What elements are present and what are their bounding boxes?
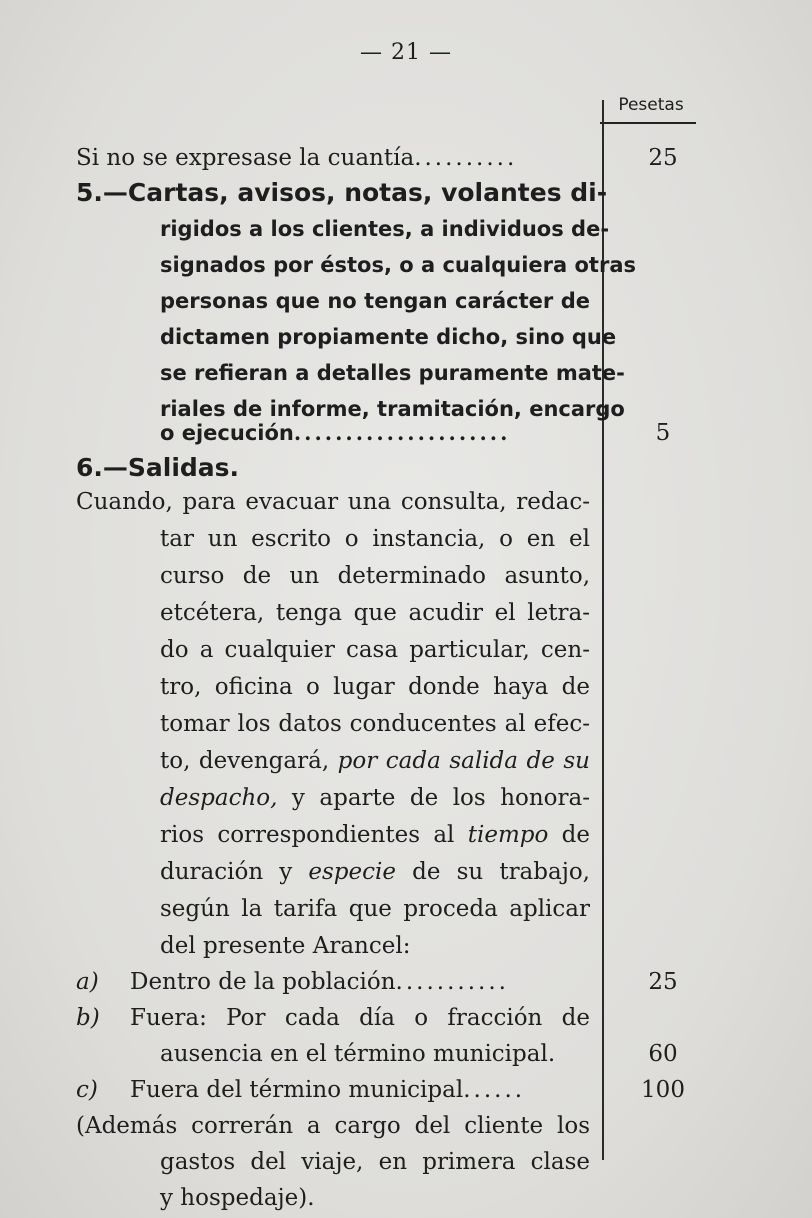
para-line-11 [160, 854, 590, 890]
section-5-line-1: rigidos a los clientes, a individuos de- [160, 217, 610, 241]
amount-item-c: 100 [641, 1077, 685, 1103]
item-b-line-1: Fuera: Por cada día o fracción de [130, 1005, 590, 1031]
section-5-line-2: signados por éstos, o a cualquiera otras [160, 253, 636, 277]
column-header-rule [600, 122, 696, 124]
section-5-last-text: o ejecución [160, 421, 294, 445]
item-a-text: Dentro de la población [130, 969, 396, 995]
section-5-line-4: dictamen propiamente dicho, sino que [160, 325, 617, 349]
para-line-10-italic: tiempo [467, 822, 549, 848]
row-cuantia-dots: .......... [414, 145, 518, 171]
note-line-1: (Además correrán a cargo del cliente los [76, 1113, 590, 1139]
para-line-10-a: rios correspondientes al [160, 822, 468, 848]
para-line-12: según la tarifa que proceda aplicar [160, 896, 590, 922]
item-c [130, 1072, 525, 1108]
page-number: — 21 — [360, 40, 452, 65]
section-5-line-6: riales de informe, tramitación, encargo [160, 397, 625, 421]
section-5-line-5: se refieran a detalles puramente mate- [160, 361, 625, 385]
para-line-9 [160, 780, 590, 816]
para-line-13: del presente Arancel: [160, 933, 411, 959]
item-c-label-text: c) [76, 1077, 98, 1103]
para-line-8 [160, 743, 590, 779]
section-5-line-3: personas que no tengan carácter de [160, 289, 590, 313]
para-line-10-c: de [548, 822, 590, 848]
amount-item-a: 25 [648, 969, 678, 995]
para-line-11-a: duración y [160, 859, 309, 885]
para-line-11-italic: especie [308, 859, 396, 885]
note-line-2: gastos del viaje, en primera clase [160, 1149, 590, 1175]
section-6-heading: 6.—Salidas. [76, 453, 240, 482]
para-line-11-c: de su trabajo, [396, 859, 590, 885]
para-line-7: tomar los datos conducentes al efec- [160, 711, 590, 737]
amount-cuantia: 25 [648, 145, 678, 171]
item-b-label [76, 1000, 100, 1036]
item-b-label-text: b) [76, 1005, 100, 1031]
item-a [130, 964, 509, 1000]
section-5-heading: 5.—Cartas, avisos, notas, volantes di- [76, 178, 608, 207]
para-line-9-italic: despacho, [160, 785, 278, 811]
item-c-label [76, 1072, 98, 1108]
item-c-text: Fuera del término municipal [130, 1077, 464, 1103]
para-line-2: tar un escrito o instancia, o en el [160, 526, 590, 552]
para-line-8-italic: por cada salida de su [337, 748, 590, 774]
item-a-label [76, 964, 99, 1000]
amount-item-b: 60 [648, 1041, 678, 1067]
amount-section-5: 5 [655, 420, 671, 446]
section-5-last-line [160, 415, 510, 451]
para-line-1: Cuando, para evacuar una consulta, redac- [76, 489, 590, 515]
item-b-line-2: ausencia en el término municipal. [160, 1041, 556, 1067]
para-line-9-b: y aparte de los honora- [277, 785, 590, 811]
item-a-dots: ........... [395, 969, 509, 995]
note-line-3: y hospedaje). [160, 1185, 315, 1211]
item-c-dots: ...... [463, 1077, 526, 1103]
column-header-pesetas: Pesetas [618, 95, 684, 115]
para-line-4: etcétera, tenga que acudir el letra- [160, 600, 590, 626]
section-5-dots: ..................... [293, 420, 511, 445]
row-cuantia-text: Si no se expresase la cuantía [76, 145, 415, 171]
para-line-3: curso de un determinado asunto, [160, 563, 590, 589]
item-a-label-text: a) [76, 969, 99, 995]
para-line-6: tro, oficina o lugar donde haya de [160, 674, 590, 700]
para-line-10 [160, 817, 590, 853]
row-cuantia [76, 140, 517, 176]
para-line-5: do a cualquier casa particular, cen- [160, 637, 590, 663]
para-line-8-a: to, devengará, [160, 748, 338, 774]
